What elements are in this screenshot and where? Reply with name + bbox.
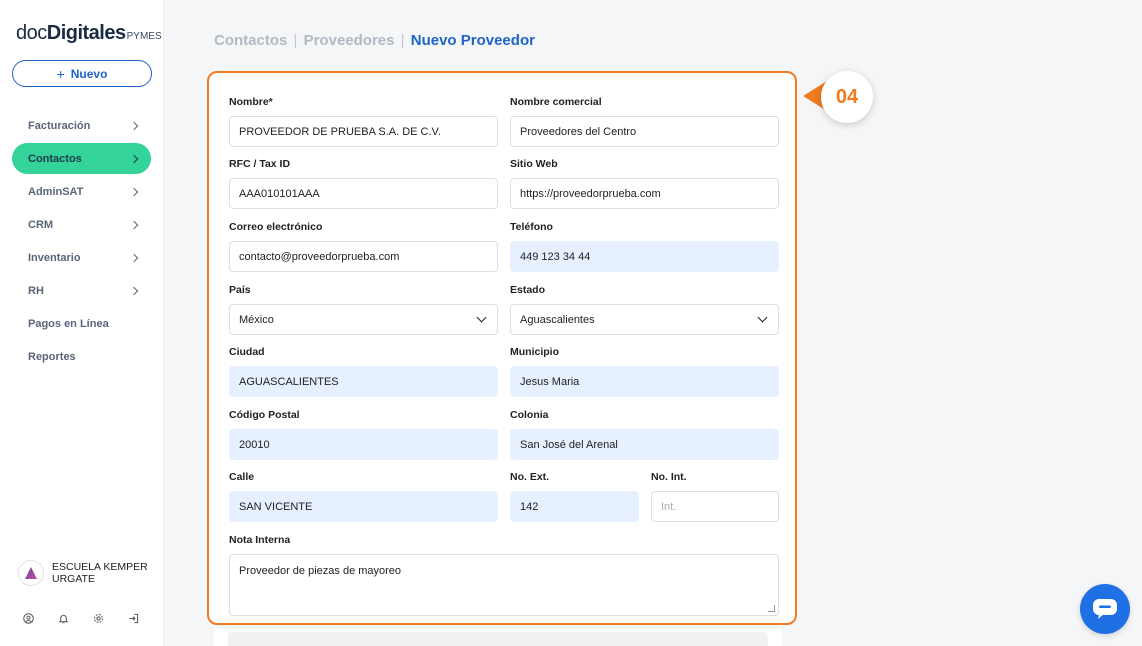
company-selector[interactable]	[18, 560, 148, 586]
breadcrumb-separator: |	[293, 32, 298, 49]
sitio-web-label: Sitio Web	[510, 158, 558, 170]
nombre-comercial-input[interactable]: Proveedores del Centro	[510, 116, 779, 147]
company-name-line2: URGATE	[52, 573, 95, 585]
telefono-input[interactable]: 449 123 34 44	[510, 241, 779, 272]
breadcrumb-proveedores[interactable]: Proveedores	[303, 32, 395, 49]
nombre-label: Nombre*	[229, 96, 273, 108]
sitio-web-input[interactable]: https://proveedorprueba.com	[510, 178, 779, 209]
chevron-down-icon	[758, 313, 768, 323]
sidebar-item-label: AdminSAT	[28, 185, 84, 198]
sidebar	[0, 0, 164, 646]
estado-label: Estado	[510, 284, 546, 296]
no-int-label: No. Int.	[651, 471, 687, 483]
chevron-right-icon	[130, 220, 138, 228]
breadcrumb-separator: |	[400, 32, 405, 49]
logo-suffix: PYMES	[126, 31, 162, 42]
lower-section	[214, 629, 782, 646]
bell-icon[interactable]	[57, 612, 69, 624]
new-button-label: Nuevo	[70, 66, 108, 81]
sidebar-item-reportes[interactable]	[12, 341, 151, 372]
municipio-label: Municipio	[510, 346, 559, 358]
correo-label: Correo electrónico	[229, 221, 323, 233]
provider-form	[207, 71, 797, 625]
rfc-input[interactable]: AAA010101AAA	[229, 178, 498, 209]
no-ext-label: No. Ext.	[510, 471, 550, 483]
gear-icon[interactable]	[92, 612, 104, 624]
chat-button[interactable]	[1080, 584, 1130, 634]
municipio-input[interactable]: Jesus Maria	[510, 366, 779, 397]
logo-part1: doc	[16, 22, 47, 44]
pais-select[interactable]	[229, 304, 498, 335]
breadcrumb-contactos[interactable]: Contactos	[214, 32, 288, 49]
logo-part2: Digitales	[46, 22, 126, 44]
breadcrumb	[214, 32, 535, 49]
sidebar-item-label: Inventario	[28, 251, 81, 264]
sidebar-item-label: Contactos	[28, 152, 82, 165]
company-avatar	[18, 560, 44, 586]
sidebar-item-contactos[interactable]	[12, 143, 151, 174]
calle-label: Calle	[229, 471, 255, 483]
logout-icon[interactable]	[127, 612, 139, 624]
correo-input[interactable]: contacto@proveedorprueba.com	[229, 241, 498, 272]
chevron-right-icon	[130, 154, 138, 162]
company-name-line1: ESCUELA KEMPER	[52, 560, 148, 573]
resize-handle-icon[interactable]	[768, 605, 775, 612]
sidebar-item-inventario[interactable]	[12, 242, 151, 273]
company-name	[52, 561, 148, 586]
ciudad-label: Ciudad	[229, 346, 265, 358]
estado-select[interactable]	[510, 304, 779, 335]
sidebar-item-label: Pagos en Línea	[28, 317, 109, 330]
step-callout: 04	[821, 71, 873, 123]
sidebar-item-label: RH	[28, 284, 44, 297]
sidebar-item-label: CRM	[28, 218, 54, 231]
logo[interactable]	[16, 22, 162, 45]
lower-section-placeholder	[228, 632, 768, 646]
ciudad-input[interactable]: AGUASCALIENTES	[229, 366, 498, 397]
chat-bubble-icon	[1092, 598, 1118, 620]
nota-interna-label: Nota Interna	[229, 534, 291, 546]
sidebar-item-label: Facturación	[28, 119, 91, 132]
plus-icon: +	[56, 65, 65, 82]
chevron-right-icon	[130, 121, 138, 129]
user-circle-icon[interactable]	[22, 612, 34, 624]
nota-interna-textarea[interactable]	[229, 554, 779, 616]
sidebar-item-pagos-en-linea[interactable]	[12, 308, 151, 339]
estado-select-value: Aguascalientes	[520, 313, 595, 326]
codigo-postal-label: Código Postal	[229, 409, 300, 421]
chevron-down-icon	[477, 313, 487, 323]
chevron-right-icon	[130, 253, 138, 261]
company-logo-icon	[25, 567, 37, 579]
bottom-icons	[22, 612, 139, 624]
codigo-postal-input[interactable]: 20010	[229, 429, 498, 460]
nombre-input[interactable]: PROVEEDOR DE PRUEBA S.A. DE C.V.	[229, 116, 498, 147]
chevron-right-icon	[130, 286, 138, 294]
nota-interna-value: Proveedor de piezas de mayoreo	[239, 565, 402, 577]
new-button[interactable]	[12, 60, 152, 87]
colonia-label: Colonia	[510, 409, 549, 421]
no-int-input[interactable]: Int.	[651, 491, 779, 522]
rfc-label: RFC / Tax ID	[229, 158, 291, 170]
sidebar-item-rh[interactable]	[12, 275, 151, 306]
calle-input[interactable]: SAN VICENTE	[229, 491, 498, 522]
sidebar-nav	[12, 110, 151, 374]
no-ext-input[interactable]: 142	[510, 491, 639, 522]
sidebar-item-adminsat[interactable]	[12, 176, 151, 207]
breadcrumb-current: Nuevo Proveedor	[410, 32, 535, 49]
colonia-input[interactable]: San José del Arenal	[510, 429, 779, 460]
chevron-right-icon	[130, 187, 138, 195]
pais-select-value: México	[239, 313, 274, 326]
sidebar-item-crm[interactable]	[12, 209, 151, 240]
pais-label: País	[229, 284, 251, 296]
nombre-comercial-label: Nombre comercial	[510, 96, 602, 108]
telefono-label: Teléfono	[510, 221, 553, 233]
sidebar-item-facturacion[interactable]	[12, 110, 151, 141]
sidebar-item-label: Reportes	[28, 350, 76, 363]
